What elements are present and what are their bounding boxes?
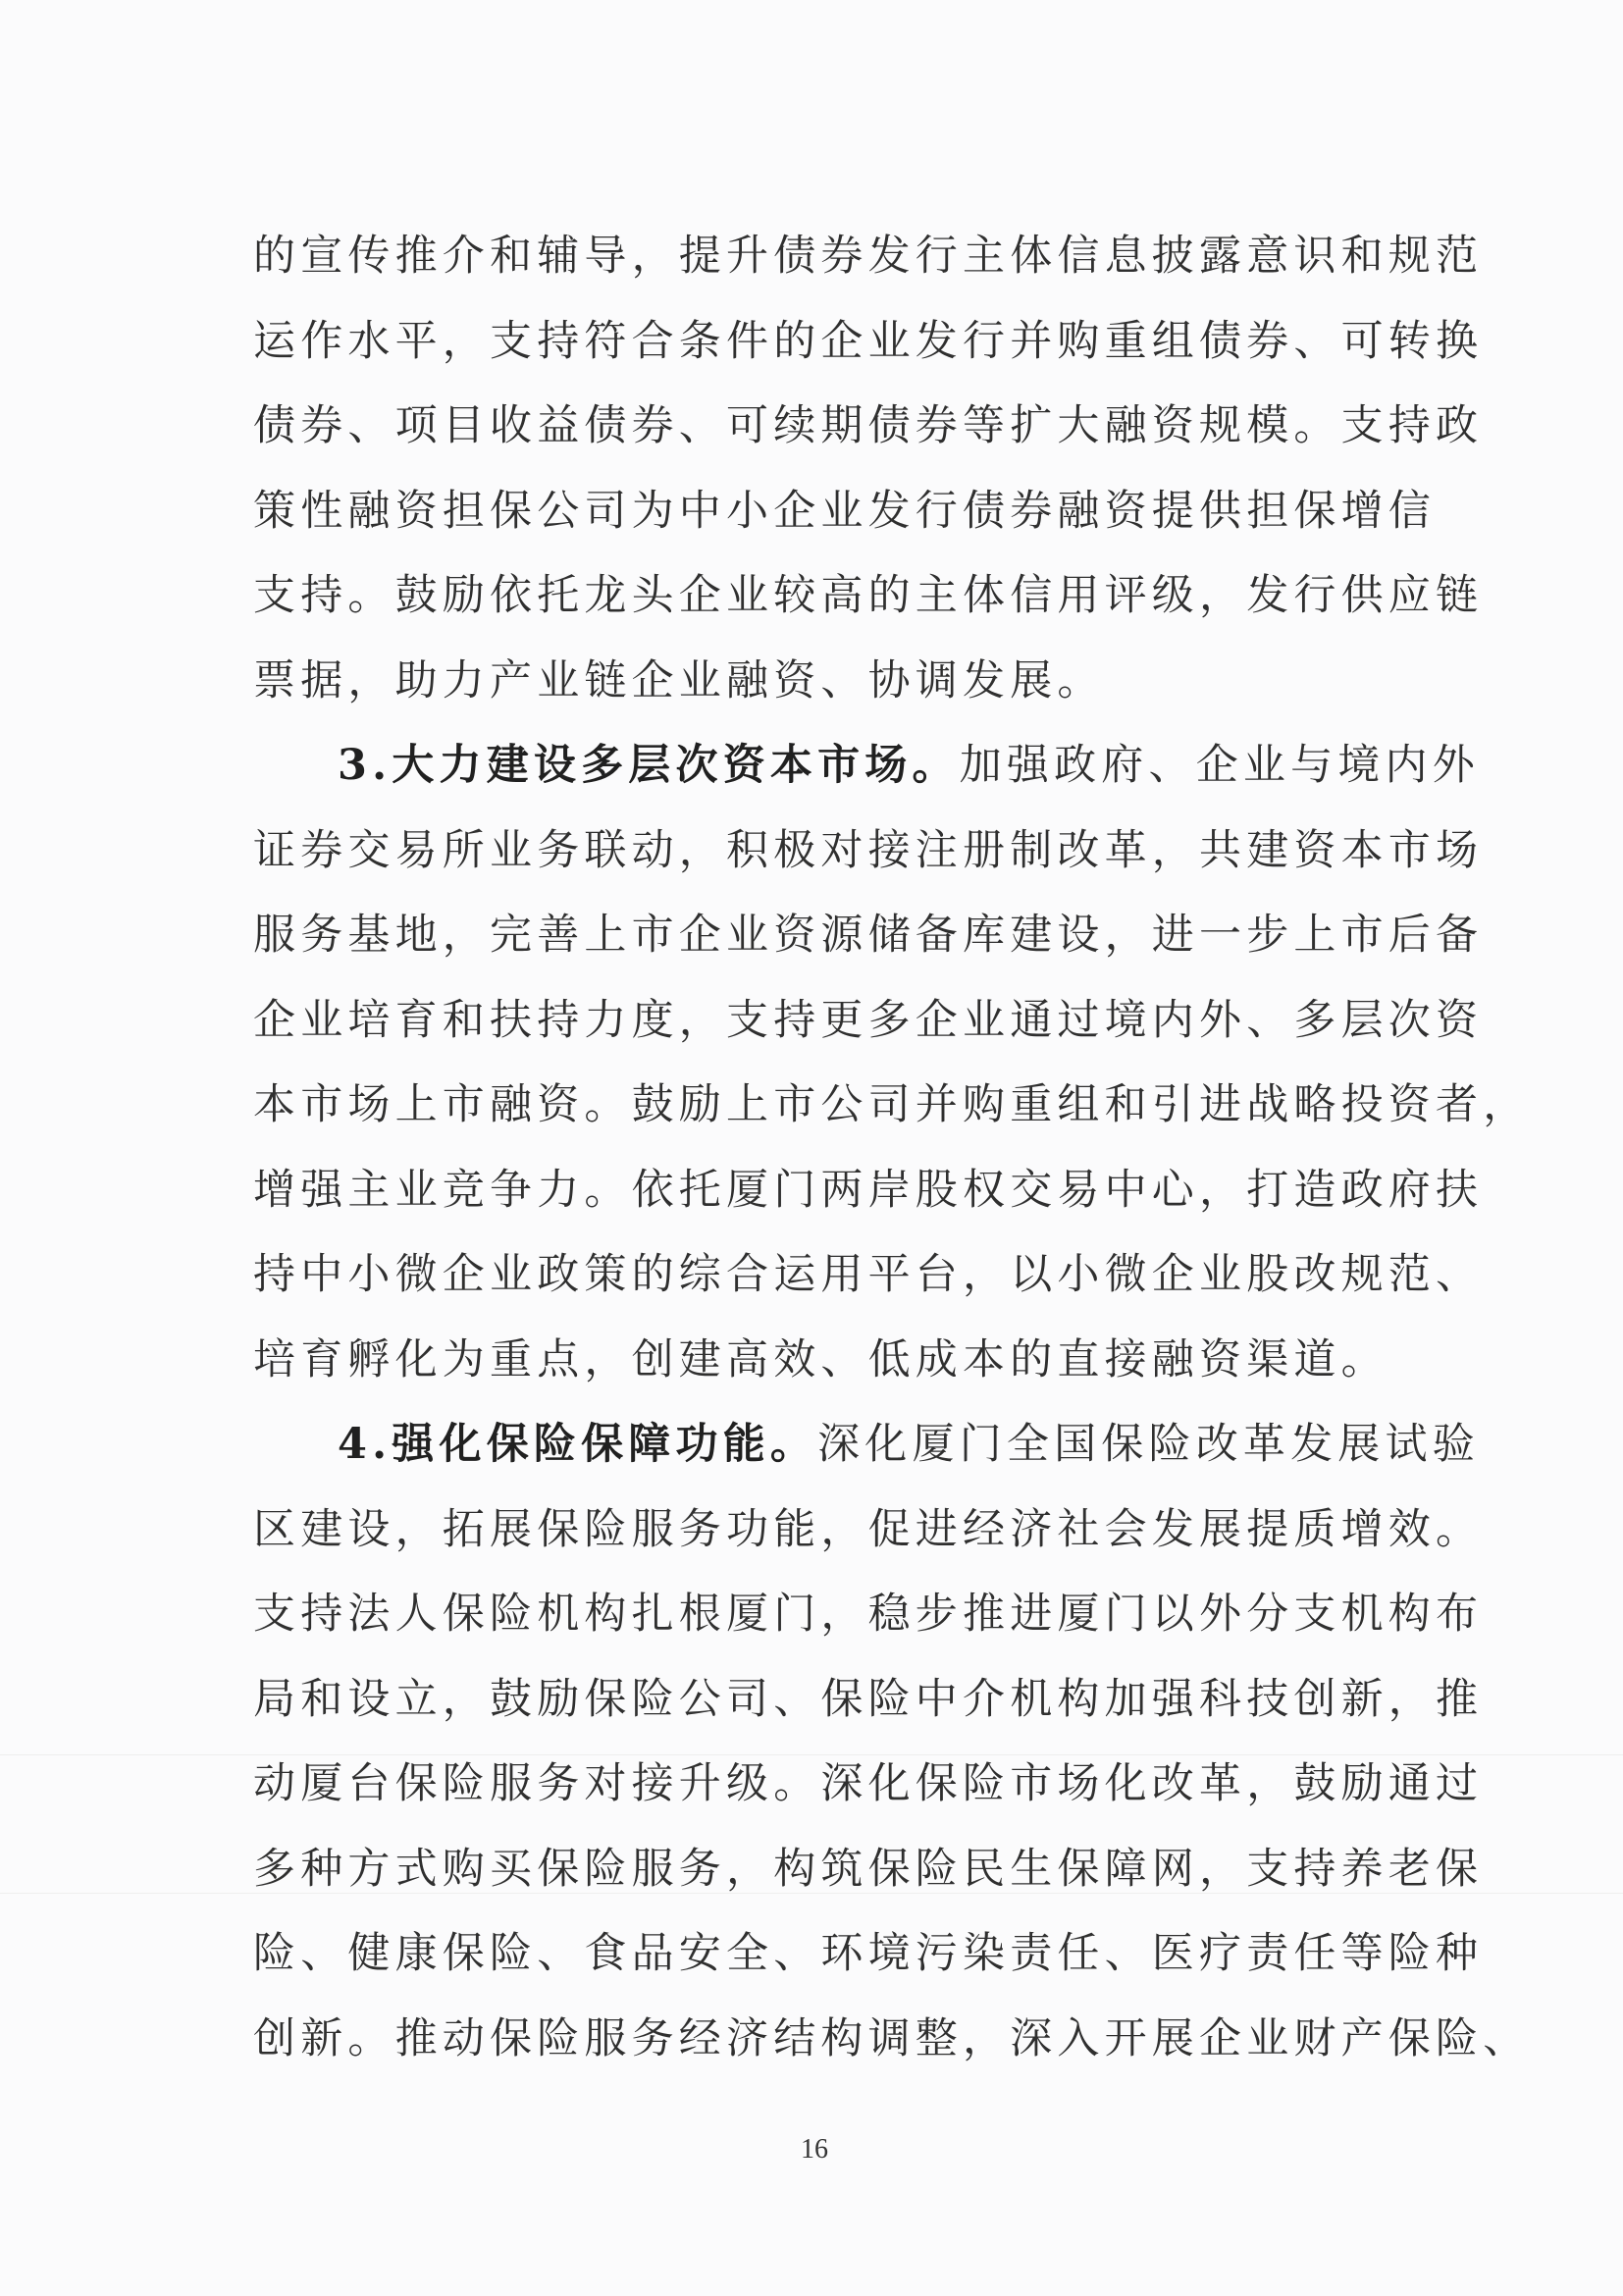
section-4-intro: 深化厦门全国保险改革发展试验 bbox=[817, 1420, 1480, 1469]
page-number: 16 bbox=[801, 2134, 828, 2165]
body-text bbox=[253, 214, 1531, 2081]
text-line: 动厦台保险服务对接升级。深化保险市场化改革，鼓励通过 bbox=[253, 1759, 1484, 1808]
section-3-intro: 加强政府、企业与境内外 bbox=[959, 741, 1480, 790]
text-line: 险、健康保险、食品安全、环境污染责任、医疗责任等险种 bbox=[253, 1929, 1484, 1978]
text-line: 证券交易所业务联动，积极对接注册制改革，共建资本市场 bbox=[253, 825, 1484, 875]
text-line: 区建设，拓展保险服务功能，促进经济社会发展提质增效。 bbox=[253, 1504, 1484, 1554]
section-3-line bbox=[253, 723, 1480, 809]
text-line: 多种方式购买保险服务，构筑保险民生保障网，支持养老保 bbox=[253, 1844, 1484, 1894]
text-line: 支持。鼓励依托龙头企业较高的主体信用评级，发行供应链 bbox=[253, 571, 1484, 620]
text-line: 服务基地，完善上市企业资源储备库建设，进一步上市后备 bbox=[253, 911, 1484, 960]
text-line: 策性融资担保公司为中小企业发行债券融资提供担保增信 bbox=[253, 486, 1436, 536]
text-line: 增强主业竞争力。依托厦门两岸股权交易中心，打造政府扶 bbox=[253, 1165, 1484, 1215]
text-line: 创新。推动保险服务经济结构调整，深入开展企业财产保险、 bbox=[253, 2013, 1531, 2063]
text-line: 运作水平，支持符合条件的企业发行并购重组债券、可转换 bbox=[253, 316, 1484, 366]
text-line: 的宣传推介和辅导，提升债券发行主体信息披露意识和规范 bbox=[253, 232, 1484, 281]
text-line: 持中小微企业政策的综合运用平台，以小微企业股改规范、 bbox=[253, 1250, 1484, 1299]
text-line: 本市场上市融资。鼓励上市公司并购重组和引进战略投资者， bbox=[253, 1080, 1531, 1129]
section-4-heading: 4.强化保险保障功能。 bbox=[338, 1420, 818, 1469]
text-line: 培育孵化为重点，创建高效、低成本的直接融资渠道。 bbox=[253, 1334, 1388, 1384]
section-3-heading: 3.大力建设多层次资本市场。 bbox=[338, 741, 960, 790]
section-4-line bbox=[253, 1402, 1480, 1487]
text-line: 票据，助力产业链企业融资、协调发展。 bbox=[253, 655, 1105, 705]
text-line: 债券、项目收益债券、可续期债券等扩大融资规模。支持政 bbox=[253, 401, 1484, 450]
text-line: 企业培育和扶持力度，支持更多企业通过境内外、多层次资 bbox=[253, 995, 1484, 1045]
text-line: 局和设立，鼓励保险公司、保险中介机构加强科技创新，推 bbox=[253, 1674, 1484, 1724]
text-line: 支持法人保险机构扎根厦门，稳步推进厦门以外分支机构布 bbox=[253, 1590, 1484, 1639]
